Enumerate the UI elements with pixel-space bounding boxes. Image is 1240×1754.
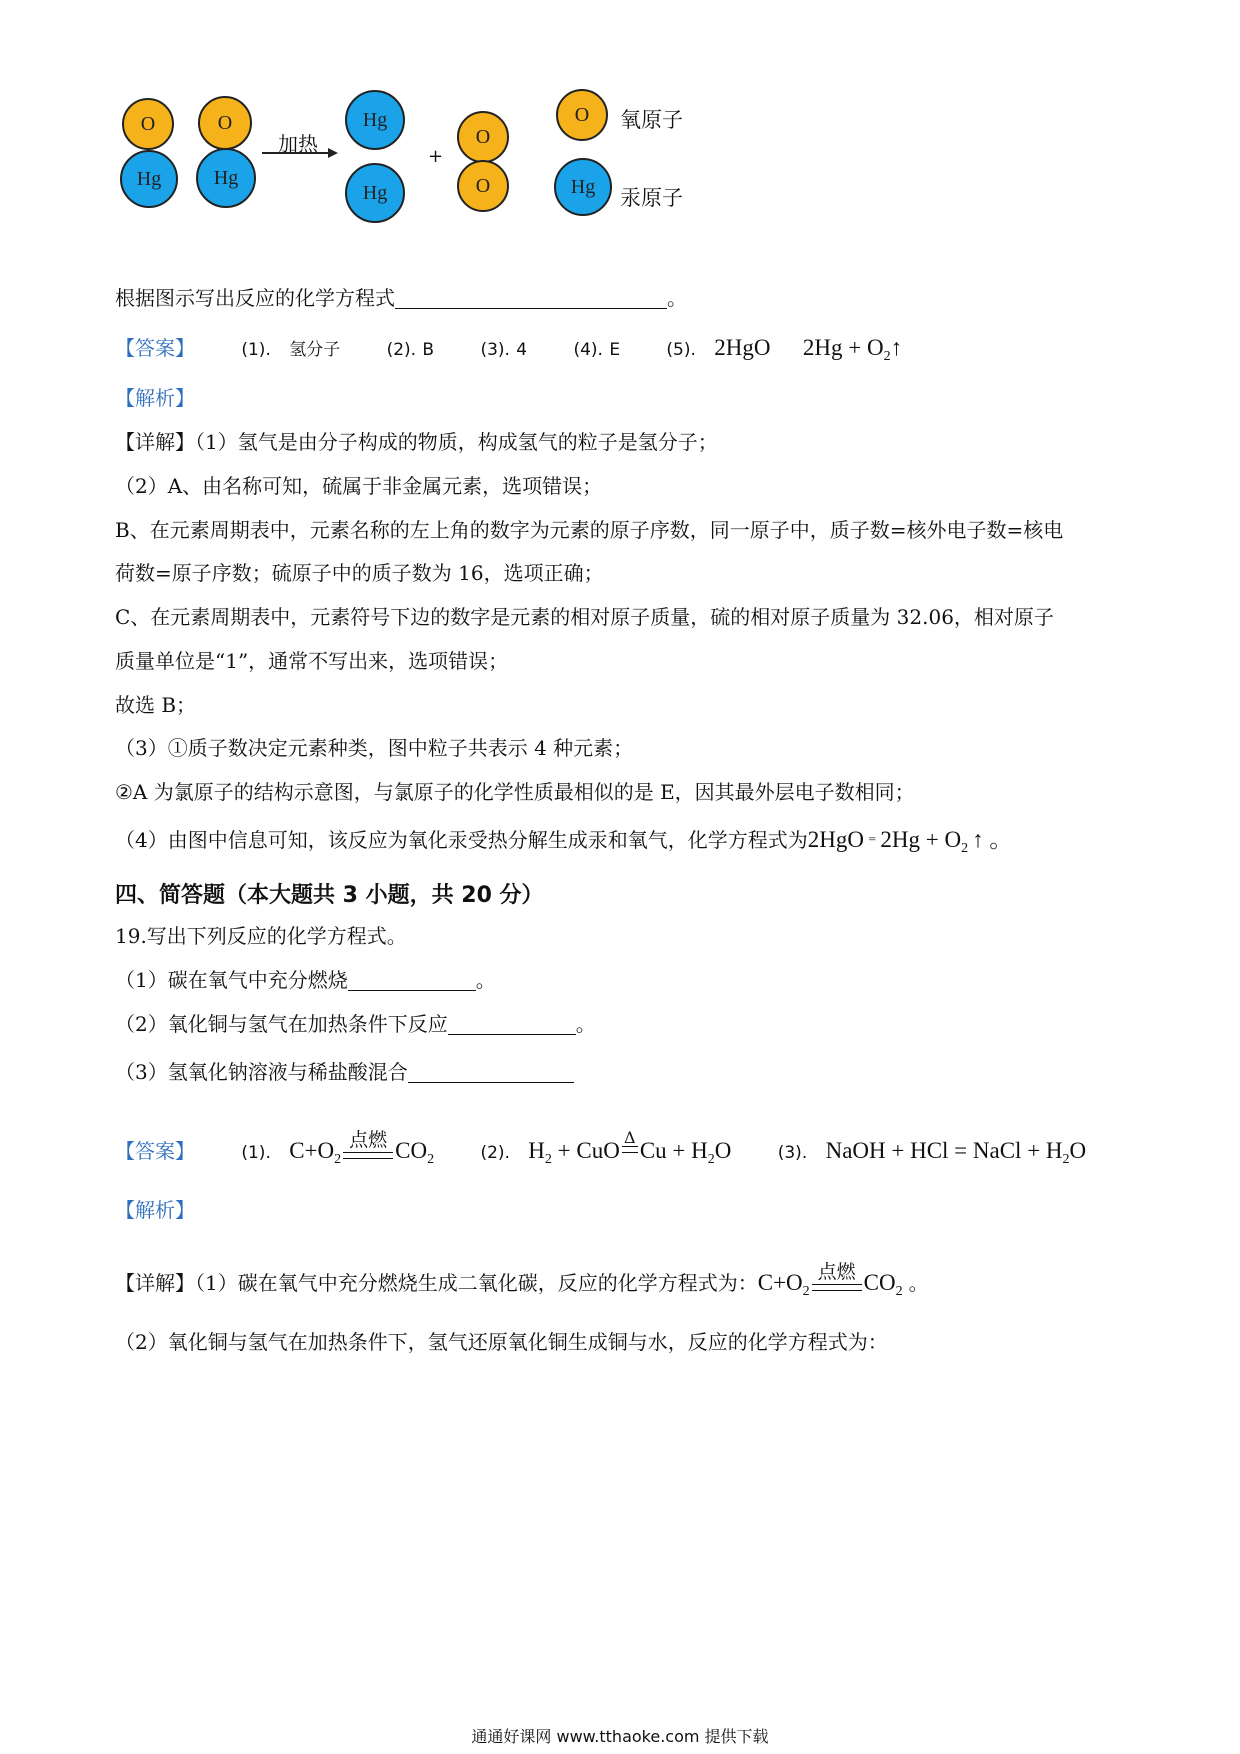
sub-question: （3）氢氧化钠溶液与稀盐酸混合 — [115, 1060, 408, 1084]
equals-bars — [343, 1152, 393, 1159]
detail-tag: 【详解】 — [115, 1271, 195, 1295]
detail-18-p4b: 质量单位是“1”，通常不写出来，选项错误； — [115, 649, 509, 673]
reaction-sign: ⁼ — [867, 832, 877, 851]
item-index: (2). — [480, 1143, 510, 1163]
equation-part: Cu + H — [639, 1138, 708, 1163]
equation-part: NaOH + HCl = NaCl + H — [825, 1138, 1063, 1163]
gas-arrow-icon: ↑ — [890, 335, 903, 360]
item-index: (3). — [480, 340, 510, 360]
legend-mercury-atom: Hg — [554, 158, 612, 216]
sub-question: （1）碳在氧气中充分燃烧 — [115, 968, 348, 992]
condition-heat — [620, 1128, 640, 1162]
answer-blank — [348, 970, 476, 991]
equation-left: 2HgO — [714, 335, 771, 360]
oxygen-atom: O — [198, 96, 252, 150]
answer-value: E — [609, 340, 621, 360]
section-title: 四、简答题（本大题共 3 小题，共 20 分） — [115, 883, 544, 908]
answer-blank — [448, 1014, 576, 1035]
answer-18 — [115, 334, 902, 371]
detail-18-p6: （3）①质子数决定元素种类，图中粒子共表示 4 种元素； — [115, 736, 634, 760]
paragraph: （4）由图中信息可知，该反应为氧化汞受热分解生成汞和氧气，化学方程式为 — [115, 828, 808, 852]
subscript: 2 — [427, 1152, 435, 1167]
q18-5-prompt — [115, 284, 687, 312]
detail-18-p3b: 荷数=原子序数；硫原子中的质子数为 16，选项正确； — [115, 561, 604, 585]
equation-part: + CuO — [551, 1138, 620, 1163]
arrow-label: 加热 — [278, 132, 318, 156]
detail-19-p2: （2）氧化铜与氢气在加热条件下，氢气还原氧化铜生成铜与水，反应的化学方程式为： — [115, 1330, 888, 1354]
answer-blank — [395, 288, 667, 309]
sub-question: （2）氧化铜与氢气在加热条件下反应 — [115, 1012, 448, 1036]
period: 。 — [908, 1271, 929, 1295]
period: 。 — [667, 286, 687, 310]
subscript: 2 — [707, 1152, 715, 1167]
mercury-atom: Hg — [196, 148, 256, 208]
legend-oxygen-label: 氧原子 — [620, 108, 683, 132]
detail-18-p2: （2）A、由名称可知，硫属于非金属元素，选项错误； — [115, 474, 603, 498]
detail-18-p4a: C、在元素周期表中，元素符号下边的数字是元素的相对原子质量，硫的相对原子质量为 32.06，相对原子 — [115, 605, 1054, 629]
prompt-text: 根据图示写出反应的化学方程式 — [115, 286, 395, 310]
subscript: 2 — [961, 841, 969, 856]
equation-part: O — [1069, 1138, 1087, 1163]
equation-part: H — [528, 1138, 545, 1163]
equals-bars — [812, 1284, 862, 1291]
subscript: 2 — [544, 1152, 552, 1167]
q19-sub3 — [115, 1058, 574, 1086]
item-index: (1). — [241, 1143, 271, 1163]
equation-right: 2Hg + O — [880, 827, 962, 852]
answer-19 — [115, 1130, 1086, 1174]
condition-burn — [341, 1130, 395, 1164]
equation-right: 2Hg + O — [802, 335, 884, 360]
equation-left: 2HgO — [807, 827, 864, 852]
detail-tag: 【详解】 — [115, 430, 195, 454]
period: 。 — [575, 1012, 596, 1036]
analysis-tag: 【解析】 — [115, 1198, 195, 1222]
mercury-atom: Hg — [345, 163, 405, 223]
detail-18-p1 — [115, 428, 718, 456]
item-index: (2). — [386, 340, 417, 360]
item-index: (5). — [666, 340, 696, 360]
equation-part: O — [714, 1138, 732, 1163]
equation-left: C+O — [757, 1270, 803, 1295]
legend-mercury-label: 汞原子 — [620, 186, 683, 210]
condition-label: 点燃 — [817, 1261, 856, 1283]
equation-right: CO — [863, 1270, 896, 1295]
condition-label: 点燃 — [349, 1129, 388, 1151]
subscript: 2 — [895, 1284, 903, 1299]
answer-tag: 【答案】 — [115, 1139, 195, 1163]
delta-icon: Δ — [624, 1128, 636, 1147]
paragraph: （1）碳在氧气中充分燃烧生成二氧化碳，反应的化学方程式为： — [195, 1271, 758, 1295]
answer-value: B — [422, 340, 435, 360]
equals-bars — [622, 1146, 638, 1153]
detail-18-p8 — [115, 826, 1012, 863]
q19-sub2 — [115, 1010, 596, 1038]
q19-sub1 — [115, 966, 496, 994]
paragraph: （1）氢气是由分子构成的物质，构成氢气的粒子是氢分子； — [195, 430, 718, 454]
mercury-atom: Hg — [120, 150, 178, 208]
detail-19-p1 — [115, 1262, 929, 1306]
oxygen-atom: O — [457, 160, 509, 212]
answer-value: 氢分子 — [289, 340, 341, 360]
detail-18-p7: ②A 为氯原子的结构示意图，与氯原子的化学性质最相似的是 E，因其最外层电子数相同； — [115, 780, 915, 804]
item-index: (3). — [777, 1143, 808, 1163]
oxygen-atom: O — [122, 98, 174, 150]
subscript: 2 — [802, 1284, 810, 1299]
condition-burn — [810, 1262, 864, 1296]
legend-oxygen-atom: O — [556, 89, 608, 141]
item-index: (1). — [241, 340, 271, 360]
q19-stem: 19.写出下列反应的化学方程式。 — [115, 924, 407, 948]
detail-18-p5: 故选 B； — [115, 693, 197, 717]
analysis-tag: 【解析】 — [115, 386, 195, 410]
subscript: 2 — [334, 1152, 342, 1167]
answer-value: 4 — [516, 340, 528, 360]
equation-left: C+O — [289, 1138, 335, 1163]
gas-arrow-icon: ↑ 。 — [972, 827, 1013, 852]
footer-watermark: 通通好课网 www.tthaoke.com 提供下载 — [471, 1727, 769, 1746]
subscript: 2 — [1062, 1152, 1070, 1167]
item-index: (4). — [573, 340, 603, 360]
analysis-19 — [115, 1196, 195, 1224]
analysis-18 — [115, 384, 195, 412]
answer-tag: 【答案】 — [115, 336, 195, 360]
detail-18-p3a: B、在元素周期表中，元素名称的左上角的数字为元素的原子序数，同一原子中，质子数=核外电子数=核电 — [115, 518, 1064, 542]
equation-right: CO — [395, 1138, 428, 1163]
reaction-arrow-icon — [262, 146, 340, 160]
subscript: 2 — [883, 349, 891, 364]
oxygen-atom: O — [457, 111, 509, 163]
answer-blank — [408, 1062, 574, 1083]
period: 。 — [475, 968, 496, 992]
mercury-atom: Hg — [345, 90, 405, 150]
plus-sign: + — [428, 146, 444, 167]
